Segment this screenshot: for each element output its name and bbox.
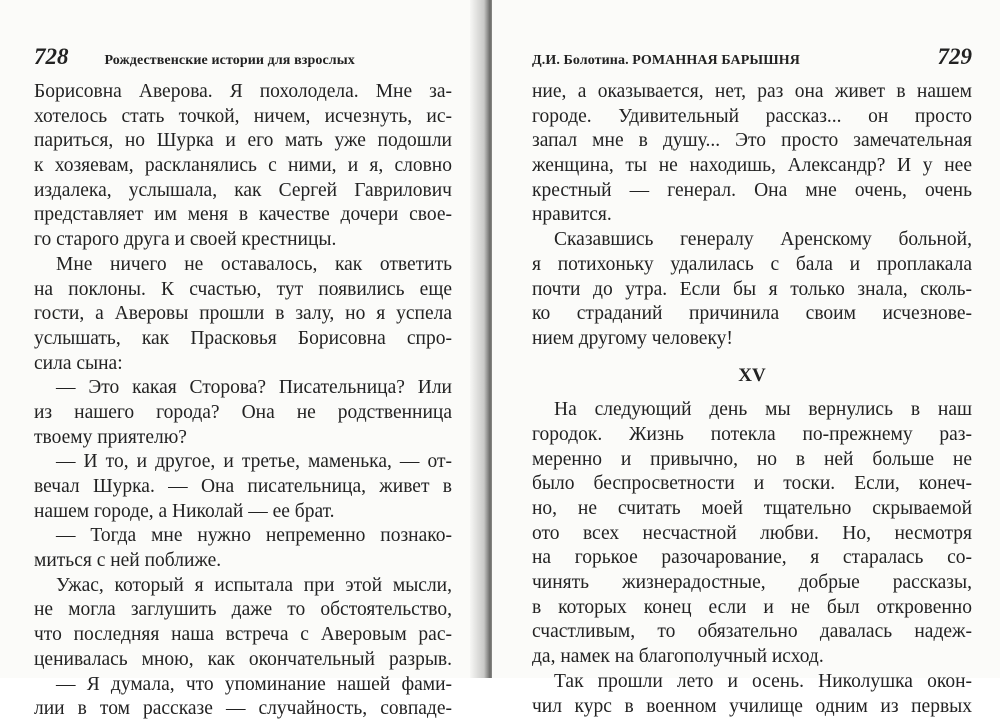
text-line: Борисовна Аверова. Я похолодела. Мне за- [34, 81, 452, 102]
text-line: — И то, и другое, и третье, маменька, — от- [56, 451, 452, 473]
right-running-head [532, 44, 972, 72]
text-line: сила сына: [34, 352, 123, 374]
text-line: было беспросветности и тоски. Если, конеч- [532, 473, 972, 495]
text-line: нашем городе, а Николай — ее брат. [34, 500, 335, 522]
text-line: издалека, услышала, как Сергей Гаврилович [34, 179, 452, 201]
text-line: На следующий день мы вернулись в наш [554, 399, 972, 421]
text-line: вечал Шурка. — Она писательница, живет в [34, 476, 452, 497]
text-line: почти до утра. Если бы я только знала, сколь- [532, 278, 972, 300]
text-line: представляет им меня в качестве дочери свое- [34, 204, 452, 226]
text-line: из нашего города? Она не родственница [34, 401, 452, 423]
right-page-text [532, 80, 972, 719]
text-line: ценивалась мною, как окончательный разрыв. [34, 648, 452, 670]
text-line: запал мне в душу... Это просто замечательная [532, 130, 972, 152]
text-line: я потихоньку удалилась с бала и проплакала [532, 253, 972, 275]
left-running-title: Рождественские истории для взрослых [104, 53, 355, 68]
text-line: лии в том рассказе — случайность, совпаде- [34, 698, 452, 720]
chapter-heading: XV [738, 364, 766, 386]
text-line: городок. Жизнь потекла по-прежнему раз- [532, 423, 972, 445]
text-line: городе. Удивительный рассказ... он просто [532, 105, 972, 127]
text-line: — Я думала, что упоминание нашей фами- [56, 673, 452, 695]
text-line: Так прошли лето и осень. Николушка окон- [554, 670, 972, 692]
left-running-head [34, 44, 452, 72]
text-line: чинять жизнерадостные, добрые рассказы, [532, 572, 972, 594]
text-line: хотелось стать точкой, ничем, исчезнуть, ис- [34, 105, 452, 127]
text-line: ото всех несчастной любви. Но, несмотря [532, 522, 972, 544]
left-page-number: 728 [34, 44, 69, 69]
text-line: на поклоны. К счастью, тут появились еще [34, 278, 452, 300]
text-line: в которых конец если и не был откровенно [532, 596, 972, 618]
text-line: гости, а Аверовы прошли в залу, но я успела [34, 303, 452, 325]
text-line: ко страданий причинила своим исчезнове- [532, 303, 972, 325]
text-line: ние, а оказывается, нет, раз она живет в нашем [532, 81, 972, 102]
right-page [492, 0, 1000, 717]
left-page-text [34, 80, 452, 722]
right-running-title: Д.И. Болотина. РОМАННАЯ БАРЫШНЯ [532, 53, 800, 68]
text-line: женщина, ты не находишь, Александр? И у нее [532, 155, 972, 177]
text-line: — Тогда мне нужно непременно познако- [56, 525, 452, 547]
text-line: на горькое разочарование, я старалась со- [532, 547, 972, 569]
text-line: услышать, как Прасковья Борисовна спро- [34, 327, 452, 349]
text-line: да, намек на благополучный исход. [532, 646, 824, 668]
left-page [0, 0, 484, 720]
text-line: нием другому человеку! [532, 327, 733, 349]
text-line: париться, но Шурка и его мать уже подошли [34, 130, 452, 152]
text-line: — Это какая Сторова? Писательница? Или [56, 377, 452, 399]
text-line: счастливым, то обязательно давалась надеж- [532, 621, 972, 643]
text-line: Сказавшись генералу Аренскому больной, [554, 229, 972, 251]
text-line: твоему приятелю? [34, 426, 187, 448]
text-line: миться с ней поближе. [34, 550, 222, 572]
text-line: меренно и привычно, но в ней больше не [532, 448, 972, 470]
right-page-number: 729 [937, 44, 972, 69]
text-line: что последняя наша встреча с Аверовым рас- [34, 624, 452, 646]
text-line: нравится. [532, 204, 612, 226]
text-line: го старого друга и своей крестницы. [34, 229, 337, 251]
text-line: Мне ничего не оставалось, как ответить [56, 253, 452, 275]
right-text-before-chapter [532, 80, 972, 352]
text-line: чил курс в военном училище одним из первых [532, 695, 972, 717]
text-line: Ужас, который я испытала при этой мысли, [56, 574, 452, 596]
text-line: но, не считать моей тщательно скрываемой [532, 498, 972, 519]
text-line: к хозяевам, раскланялись с ними, и я, словно [34, 155, 452, 177]
text-line: крестный — генерал. Она мне очень, очень [532, 179, 972, 201]
text-line: не могла заглушить даже то обстоятельство, [34, 599, 452, 621]
right-text-after-chapter [532, 398, 972, 719]
